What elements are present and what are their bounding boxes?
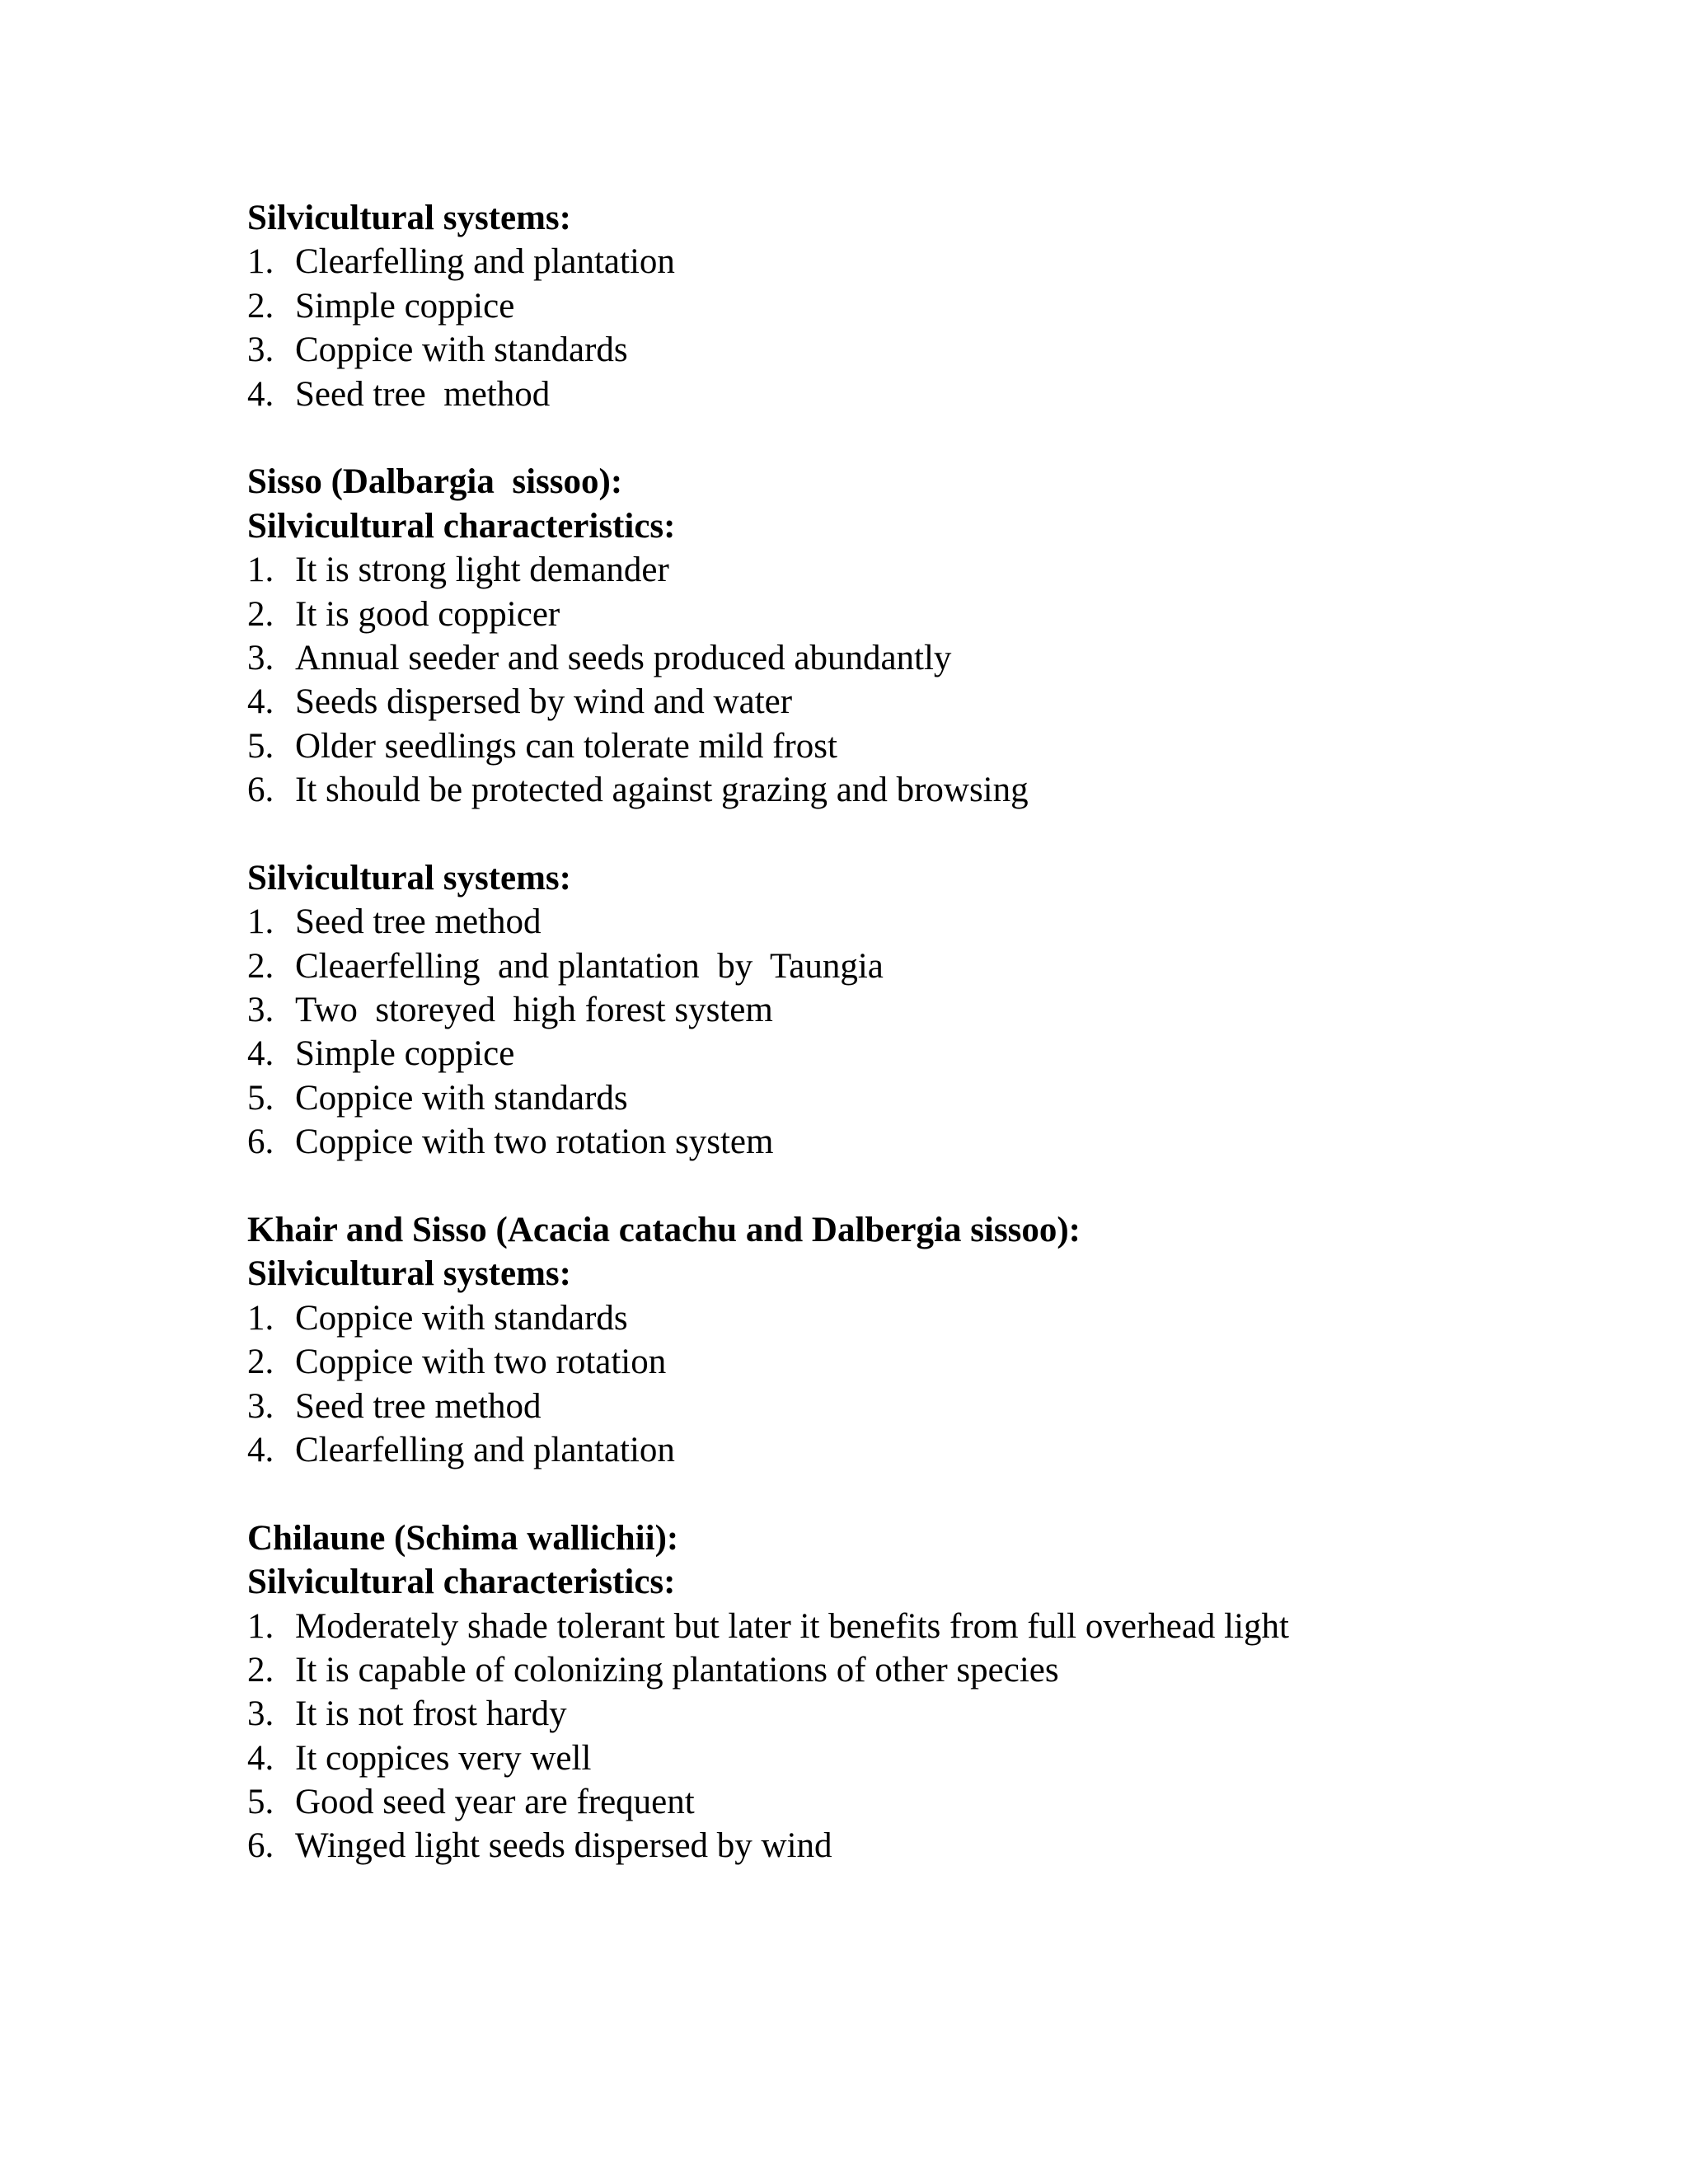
- list-item: [247, 1428, 1648, 1472]
- list-text: Seed tree method: [295, 1386, 542, 1426]
- list-text: Clearfelling and plantation: [295, 242, 675, 282]
- list-number: 4.: [247, 374, 274, 414]
- list-item: [247, 1780, 1648, 1824]
- list-item: [247, 373, 1648, 416]
- list-item: [247, 593, 1648, 636]
- section-heading: Silvicultural systems:: [247, 858, 571, 898]
- species-heading: Sisso (Dalbargia sissoo):: [247, 462, 623, 502]
- species-heading: Chilaune (Schima wallichii):: [247, 1518, 679, 1558]
- section-spacer: [247, 1165, 1648, 1208]
- list-number: 3.: [247, 1386, 274, 1426]
- list-number: 5.: [247, 1783, 274, 1822]
- section-khair-sisso-systems: [247, 1208, 1648, 1472]
- list-number: 4.: [247, 1034, 274, 1074]
- list-item: [247, 1340, 1648, 1384]
- list-number: 4.: [247, 1430, 274, 1469]
- list-number: 6.: [247, 1826, 274, 1866]
- list-text: It is not frost hardy: [295, 1694, 567, 1734]
- list-text: Moderately shade tolerant but later it benefits from full overhead light: [295, 1606, 1289, 1646]
- list-text: Simple coppice: [295, 286, 515, 326]
- list-item: [247, 1296, 1648, 1340]
- list-text: It coppices very well: [295, 1738, 592, 1778]
- list-number: 1.: [247, 1606, 274, 1646]
- list-item: [247, 1385, 1648, 1428]
- list-number: 6.: [247, 1122, 274, 1162]
- list-text: Coppice with standards: [295, 1298, 628, 1338]
- section-spacer: [247, 812, 1648, 855]
- list-item: [247, 1824, 1648, 1868]
- list-item: [247, 680, 1648, 724]
- section-sisso-characteristics: [247, 460, 1648, 812]
- list-number: 2.: [247, 286, 274, 326]
- list-number: 2.: [247, 1650, 274, 1690]
- list-item: [247, 548, 1648, 592]
- list-text: Simple coppice: [295, 1034, 515, 1074]
- species-heading: Khair and Sisso (Acacia catachu and Dalbergia sissoo):: [247, 1210, 1081, 1249]
- list-text: Coppice with two rotation: [295, 1343, 667, 1382]
- section-spacer: [247, 1472, 1648, 1516]
- section-silvicultural-systems-2: [247, 856, 1648, 1165]
- list-text: Seeds dispersed by wind and water: [295, 682, 793, 722]
- list-number: 4.: [247, 682, 274, 722]
- list-number: 1.: [247, 551, 274, 590]
- section-silvicultural-systems-1: [247, 196, 1648, 416]
- list-number: 3.: [247, 638, 274, 677]
- list-number: 1.: [247, 902, 274, 942]
- list-text: It should be protected against grazing and browsing: [295, 771, 1029, 810]
- list-item: [247, 944, 1648, 988]
- list-item: [247, 1648, 1648, 1692]
- list-text: Annual seeder and seeds produced abundantly: [295, 638, 952, 677]
- section-chilaune-characteristics: [247, 1516, 1648, 1868]
- list-item: [247, 328, 1648, 372]
- list-text: Cleaerfelling and plantation by Taungia: [295, 946, 884, 986]
- list-text: It is capable of colonizing plantations of other species: [295, 1650, 1059, 1690]
- list-text: Coppice with two rotation system: [295, 1122, 774, 1162]
- list-text: It is strong light demander: [295, 551, 669, 590]
- list-number: 3.: [247, 1694, 274, 1734]
- list-text: Coppice with standards: [295, 330, 628, 370]
- document-body: [247, 196, 1648, 1868]
- list-number: 1.: [247, 1298, 274, 1338]
- section-spacer: [247, 416, 1648, 460]
- section-heading: Silvicultural systems:: [247, 199, 571, 237]
- list-item: [247, 1605, 1648, 1648]
- list-number: 4.: [247, 1738, 274, 1778]
- list-item: [247, 1032, 1648, 1076]
- list-text: Good seed year are frequent: [295, 1783, 695, 1822]
- list-item: [247, 988, 1648, 1032]
- list-number: 2.: [247, 594, 274, 634]
- list-number: 6.: [247, 771, 274, 810]
- list-number: 5.: [247, 1078, 274, 1118]
- list-item: [247, 1120, 1648, 1164]
- list-number: 3.: [247, 330, 274, 370]
- list-number: 2.: [247, 1343, 274, 1382]
- list-item: [247, 636, 1648, 680]
- section-heading: Silvicultural systems:: [247, 1254, 571, 1294]
- section-heading: Silvicultural characteristics:: [247, 1563, 676, 1602]
- list-text: Seed tree method: [295, 902, 542, 942]
- list-item: [247, 900, 1648, 944]
- list-item: [247, 768, 1648, 812]
- section-heading: Silvicultural characteristics:: [247, 506, 676, 546]
- list-number: 5.: [247, 726, 274, 766]
- list-text: Clearfelling and plantation: [295, 1430, 675, 1469]
- list-item: [247, 724, 1648, 768]
- list-item: [247, 240, 1648, 284]
- list-item: [247, 1692, 1648, 1736]
- list-number: 2.: [247, 946, 274, 986]
- list-text: Winged light seeds dispersed by wind: [295, 1826, 832, 1866]
- list-number: 1.: [247, 242, 274, 282]
- list-text: Older seedlings can tolerate mild frost: [295, 726, 837, 766]
- list-text: It is good coppicer: [295, 594, 560, 634]
- list-text: Seed tree method: [295, 374, 551, 414]
- list-item: [247, 1736, 1648, 1780]
- list-text: Coppice with standards: [295, 1078, 628, 1118]
- list-number: 3.: [247, 991, 274, 1030]
- list-item: [247, 1076, 1648, 1120]
- list-item: [247, 284, 1648, 328]
- list-text: Two storeyed high forest system: [295, 991, 773, 1030]
